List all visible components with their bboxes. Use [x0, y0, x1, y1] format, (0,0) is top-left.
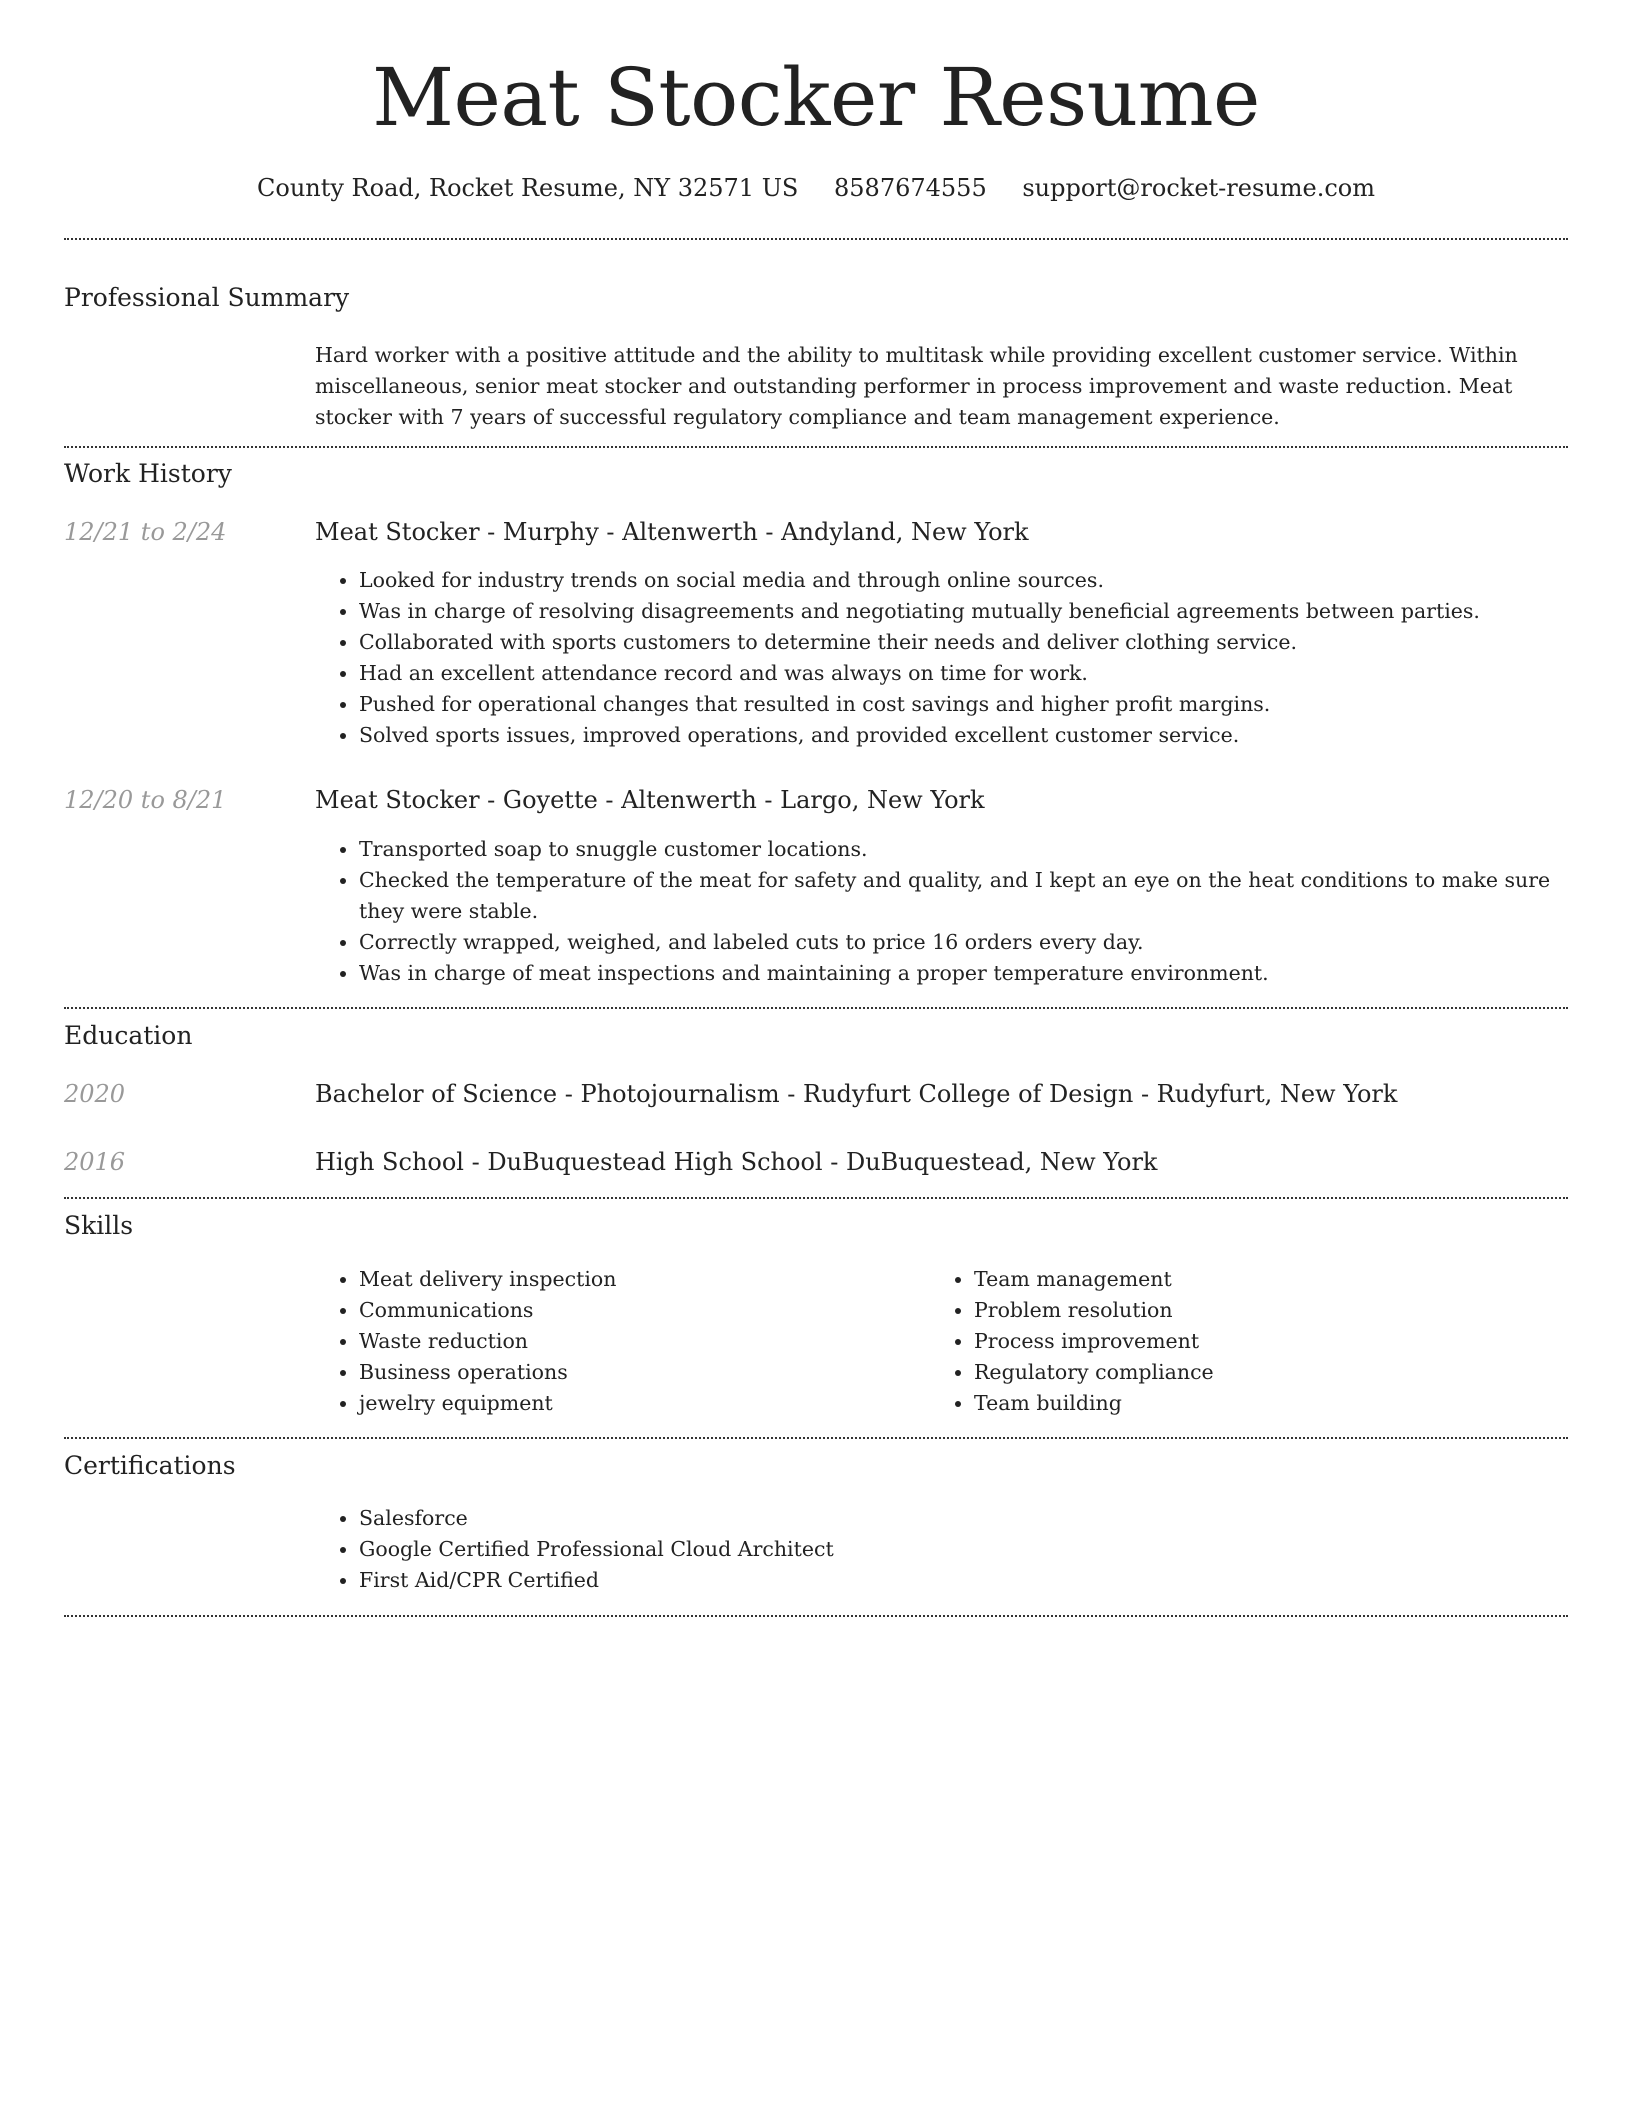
list-item: • Process improvement	[974, 1326, 1534, 1357]
list-item: • Meat delivery inspection	[359, 1264, 919, 1295]
list-item: • Had an excellent attendance record and was always on time for work.	[359, 658, 1564, 689]
education-entry	[315, 1076, 1397, 1112]
education-year: 2016	[64, 1148, 126, 1176]
certifications-list	[315, 1503, 1259, 1596]
contact-line	[0, 170, 1632, 206]
list-item: • Salesforce	[359, 1503, 1259, 1534]
list-item: • Communications	[359, 1295, 919, 1326]
list-item: • Was in charge of resolving disagreements and negotiating mutually beneficial agreements between parties.	[359, 596, 1564, 627]
education-year: 2020	[64, 1080, 126, 1108]
section-divider	[64, 1615, 1568, 1617]
education-degree: High School	[315, 1148, 464, 1176]
summary-text: Hard worker with a positive attitude and the ability to multitask while providing excellent customer service. Within miscellaneous, senior meat stocker and outstanding performer in process improvement and waste reduction. Meat stocker with 7 years of successful regulatory compliance and team management experience.	[315, 343, 1518, 429]
list-item: • Correctly wrapped, weighed, and labeled cuts to price 16 orders every day.	[359, 927, 1564, 958]
page-title: Meat Stocker Resume	[372, 51, 1260, 144]
list-item: • Regulatory compliance	[974, 1357, 1534, 1388]
contact-phone: 8587674555	[834, 174, 987, 202]
list-item: • Looked for industry trends on social media and through online sources.	[359, 565, 1564, 596]
education-school: - Rudyfurt College of Design - Rudyfurt, New York	[779, 1080, 1398, 1108]
list-item: • Problem resolution	[974, 1295, 1534, 1326]
section-divider	[64, 1437, 1568, 1439]
contact-address: County Road, Rocket Resume, NY 32571 US	[257, 174, 799, 202]
section-heading-summary: Professional Summary	[64, 283, 350, 312]
list-item: • Team management	[974, 1264, 1534, 1295]
list-item: • Collaborated with sports customers to determine their needs and deliver clothing service.	[359, 627, 1564, 658]
section-divider	[64, 1197, 1568, 1199]
list-item: • Was in charge of meat inspections and maintaining a proper temperature environment.	[359, 958, 1564, 989]
skills-list-left	[315, 1264, 919, 1419]
list-item: • Pushed for operational changes that resulted in cost savings and higher profit margins.	[359, 689, 1564, 720]
section-heading-work-history: Work History	[64, 459, 232, 488]
list-item: • Business operations	[359, 1357, 919, 1388]
job-bullets	[315, 565, 1564, 751]
job-title: Meat Stocker - Murphy - Altenwerth - Andyland, New York	[315, 518, 1029, 546]
section-heading-skills: Skills	[64, 1211, 134, 1240]
section-divider	[64, 238, 1568, 240]
education-degree: Bachelor of Science - Photojournalism	[315, 1080, 780, 1108]
contact-email: support@rocket-resume.com	[1022, 174, 1375, 202]
list-item: • Solved sports issues, improved operations, and provided excellent customer service.	[359, 720, 1564, 751]
job-title: Meat Stocker - Goyette - Altenwerth - Largo, New York	[315, 786, 985, 814]
list-item: • Transported soap to snuggle customer locations.	[359, 834, 1564, 865]
section-divider	[64, 446, 1568, 448]
list-item: • jewelry equipment	[359, 1388, 919, 1419]
education-school: - DuBuquestead High School - DuBuquestead, New York	[463, 1148, 1158, 1176]
list-item: • Waste reduction	[359, 1326, 919, 1357]
job-dates: 12/21 to 2/24	[64, 518, 227, 546]
section-divider	[64, 1007, 1568, 1009]
list-item: • Team building	[974, 1388, 1534, 1419]
list-item: • First Aid/CPR Certified	[359, 1565, 1259, 1596]
list-item: • Google Certified Professional Cloud Architect	[359, 1534, 1259, 1565]
section-heading-education: Education	[64, 1021, 193, 1050]
job-dates: 12/20 to 8/21	[64, 786, 227, 814]
list-item: • Checked the temperature of the meat for safety and quality, and I kept an eye on the heat conditions to make sure they were stable.	[359, 865, 1564, 927]
skills-list-right	[930, 1264, 1534, 1419]
section-heading-certifications: Certifications	[64, 1451, 236, 1480]
job-bullets	[315, 834, 1564, 989]
education-entry	[315, 1144, 1157, 1180]
